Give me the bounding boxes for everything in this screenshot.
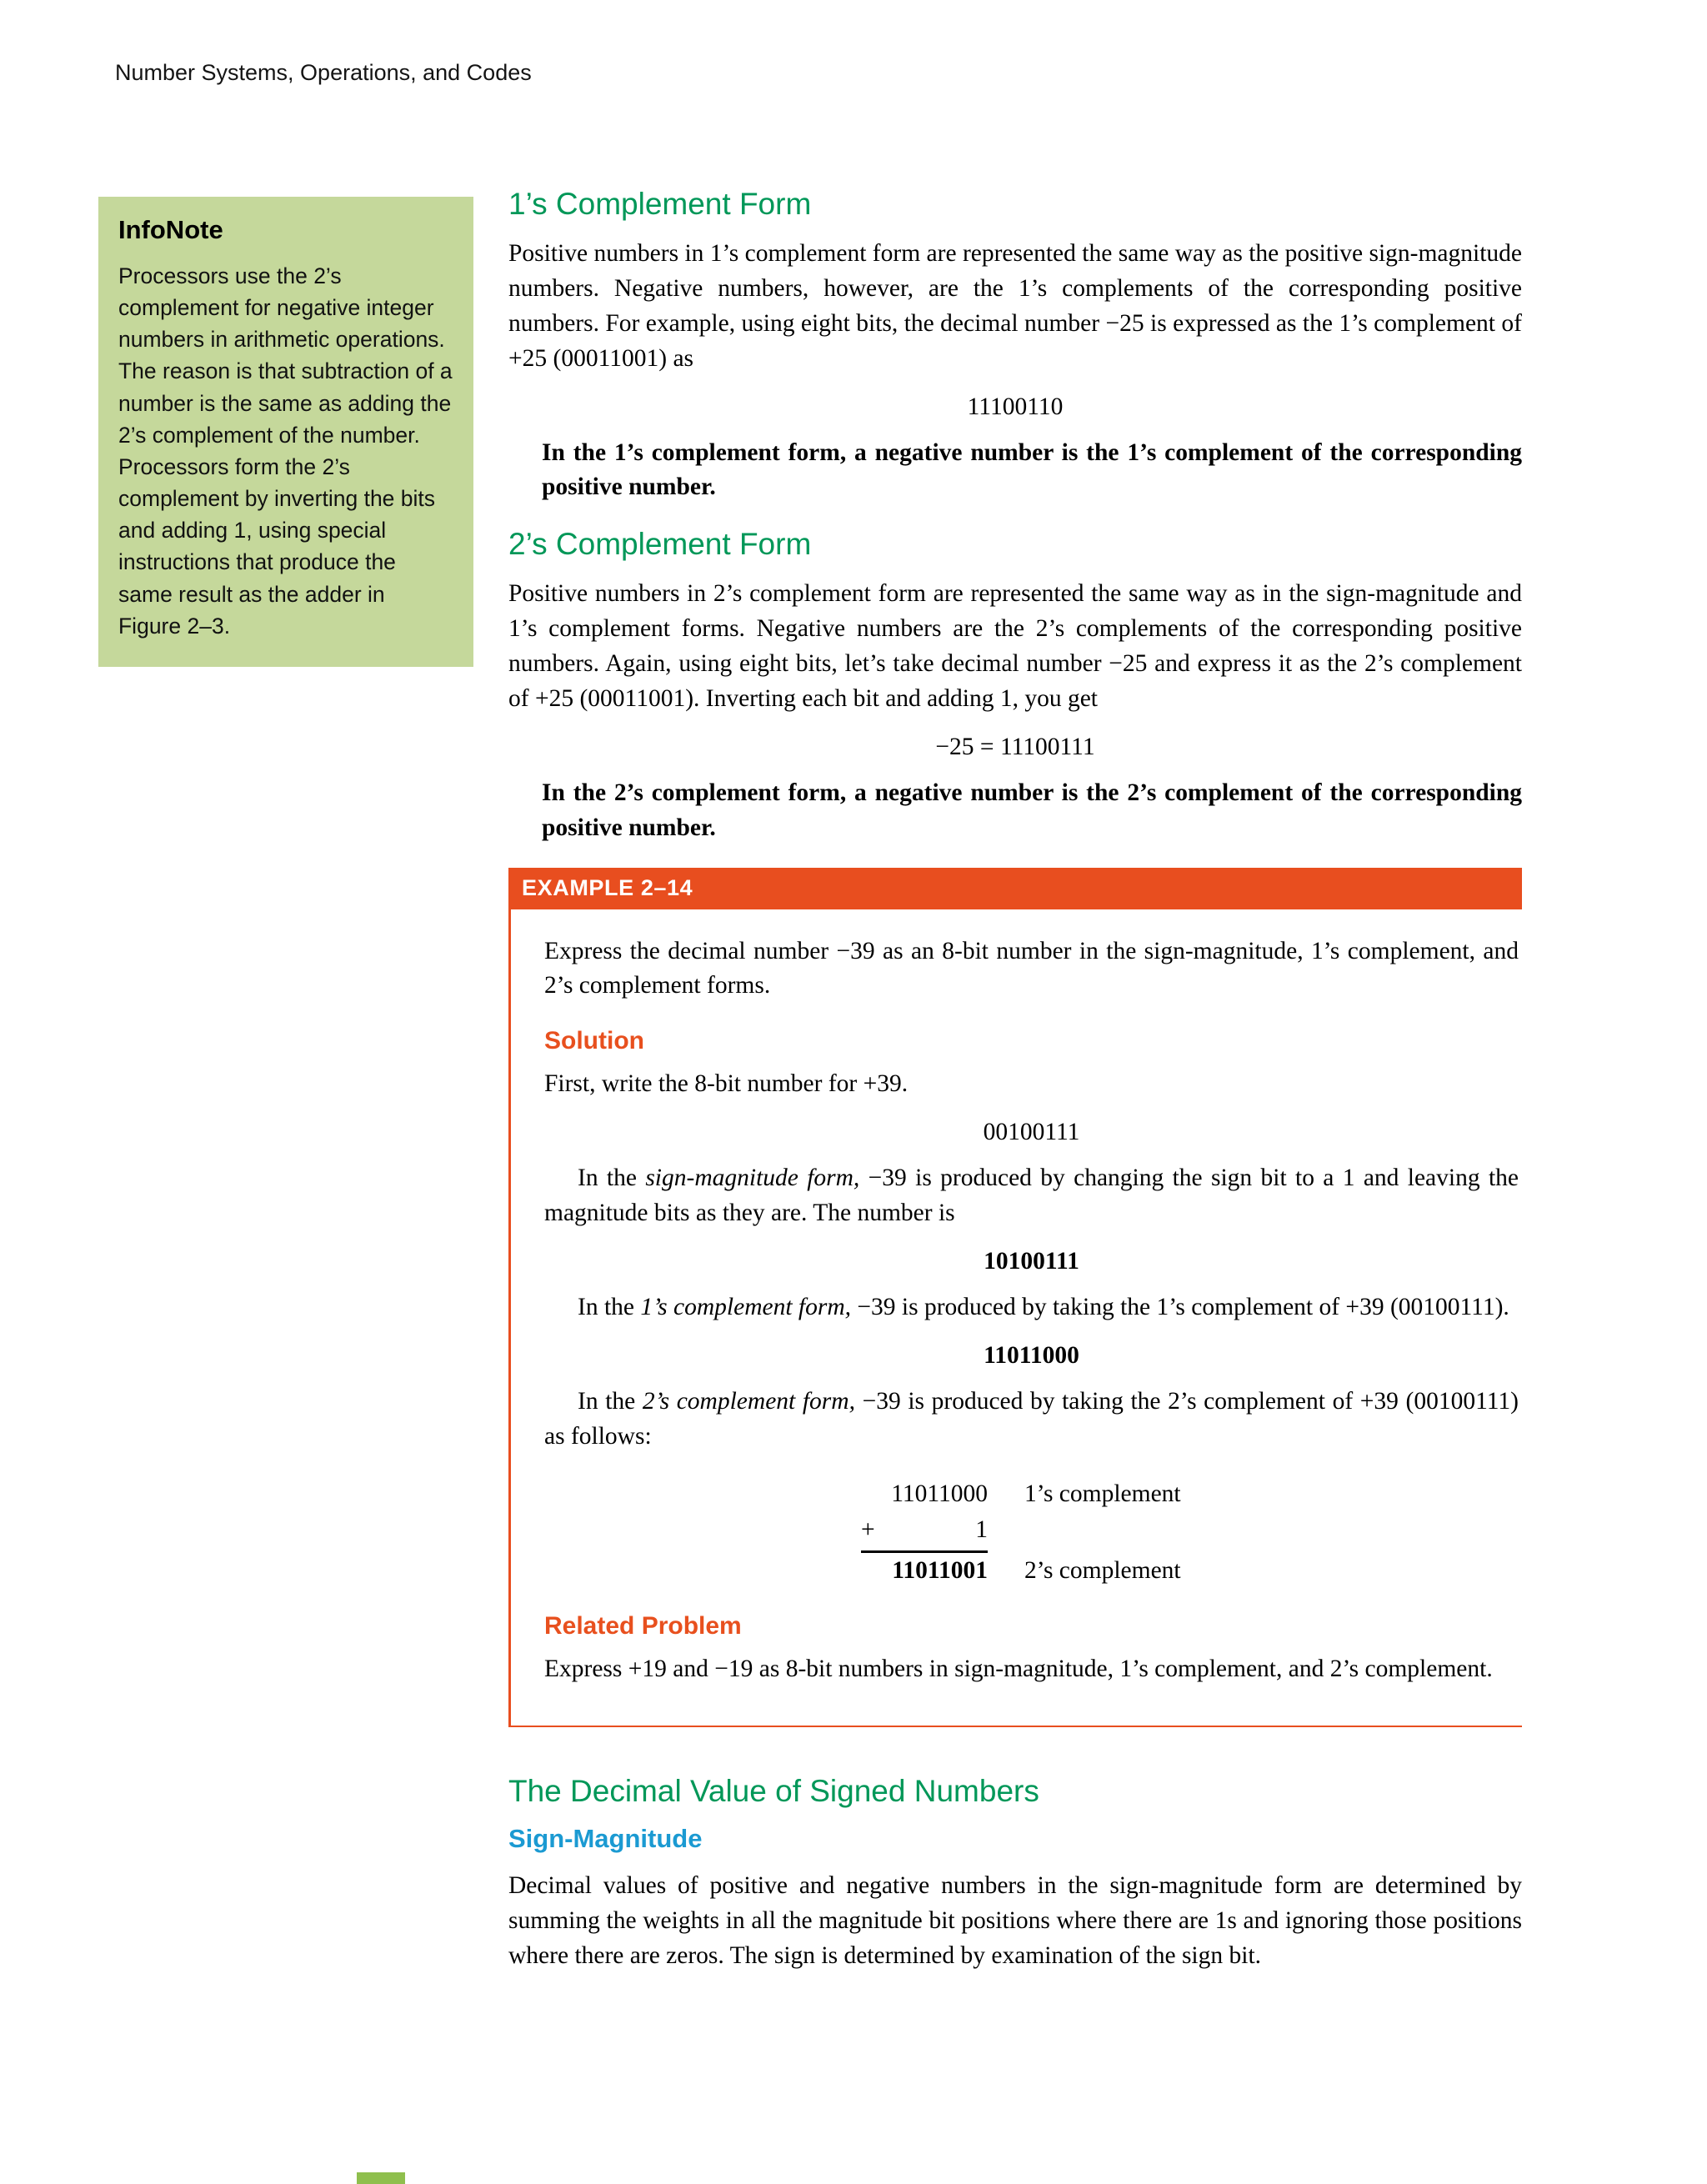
example-problem-statement: Express the decimal number −39 as an 8-bit number in the sign-magnitude, 1’s complement, and 2’s complement forms. <box>544 937 1519 999</box>
page-bottom-mark <box>357 2172 405 2184</box>
infonote-body: Processors use the 2’s complement for negative integer numbers in arithmetic operations. The reason is that subtraction of a number is the same as adding the 2’s complement of the number. Processors form the 2’s complement by inverting the bits and adding 1, using special instructions that produce the same result as the adder in Figure 2–3. <box>118 263 453 639</box>
sm-rest: −39 is produced by changing the sign bit to a 1 and leaving the magnitude bits as they are. The number is <box>544 1165 1519 1226</box>
main-column <box>508 187 1522 1979</box>
addition-addend-row <box>861 1512 1519 1553</box>
infonote-title: InfoNote <box>118 215 223 244</box>
solution-step1: First, write the 8-bit number for +39. <box>544 1070 909 1098</box>
twos-complement-paragraph: Positive numbers in 2’s complement form are represented the same way as in the sign-magnitude and 1’s complement forms. Negative numbers are the 2’s complements of the corresponding positive numbers. Again, using eight bits, let’s take decimal number −25 and express it as the 2’s complement of +25 (00011001). Inverting each bit and adding 1, you get <box>508 580 1522 712</box>
example-body <box>508 909 1522 1728</box>
addition-operand: 11011000 <box>891 1480 988 1507</box>
value-sign-magnitude: 10100111 <box>984 1247 1079 1275</box>
tc-form-name: 2’s complement form, <box>642 1387 855 1415</box>
sign-magnitude-explanation <box>544 1161 1519 1231</box>
tc-lead: In the <box>578 1387 643 1415</box>
twos-complement-explanation <box>544 1385 1519 1455</box>
running-header: Number Systems, Operations, and Codes <box>115 60 532 85</box>
section-heading-twos-complement: 2’s Complement Form <box>508 527 812 562</box>
addition-operand-label: 1’s complement <box>1024 1480 1181 1507</box>
ones-complement-value: 11100110 <box>967 393 1064 420</box>
addition-worked-example <box>861 1476 1519 1590</box>
addition-operand-row <box>861 1476 1519 1513</box>
related-problem-heading: Related Problem <box>544 1612 742 1641</box>
oc-rest: −39 is produced by taking the 1’s complement of +39 (00100111). <box>851 1293 1509 1320</box>
example-header-bar: EXAMPLE 2–14 <box>508 868 1522 909</box>
sm-lead: In the <box>578 1165 646 1192</box>
oc-lead: In the <box>578 1293 641 1320</box>
sm-form-name: sign-magnitude form, <box>645 1165 860 1192</box>
addition-addend-cell <box>861 1512 988 1553</box>
infonote-box <box>98 197 473 667</box>
twos-complement-value: −25 = 11100111 <box>935 733 1095 760</box>
ones-complement-paragraph: Positive numbers in 1’s complement form are represented the same way as the positive sign-magnitude numbers. Negative numbers, however, are the 1’s complements of the corresponding positive numbers. For example, using eight bits, the decimal number −25 is expressed as the 1’s complement of +25 (00011001) as <box>508 240 1522 372</box>
section-heading-ones-complement: 1’s Complement Form <box>508 187 812 221</box>
twos-complement-rule: In the 2’s complement form, a negative number is the 2’s complement of the corresponding positive number. <box>542 779 1522 841</box>
decimal-value-paragraph: Decimal values of positive and negative numbers in the sign-magnitude form are determined by summing the weights in all the magnitude bit positions where there are 1s and ignoring those positions where there are zeros. The sign is determined by examination of the sign bit. <box>508 1872 1522 1970</box>
section-heading-decimal-value: The Decimal Value of Signed Numbers <box>508 1774 1039 1809</box>
example-box <box>508 868 1522 1728</box>
subheading-sign-magnitude: Sign-Magnitude <box>508 1824 703 1854</box>
value-ones-complement: 11011000 <box>984 1341 1079 1369</box>
addition-addend: 1 <box>975 1516 988 1544</box>
ones-complement-explanation <box>544 1290 1519 1325</box>
related-problem-text: Express +19 and −19 as 8-bit numbers in sign-magnitude, 1’s complement, and 2’s complement. <box>544 1656 1493 1683</box>
addition-result-row <box>861 1553 1519 1590</box>
oc-form-name: 1’s complement form, <box>640 1293 852 1320</box>
value-plus39-binary: 00100111 <box>983 1119 1080 1146</box>
addition-result: 11011001 <box>892 1556 988 1584</box>
solution-heading: Solution <box>544 1027 644 1055</box>
plus-sign: + <box>861 1516 875 1544</box>
ones-complement-rule: In the 1’s complement form, a negative number is the 1’s complement of the corresponding positive number. <box>542 438 1522 501</box>
tc-rest: −39 is produced by taking the 2’s complement of +39 (00100111) as follows: <box>544 1387 1519 1450</box>
addition-result-label: 2’s complement <box>1024 1556 1181 1584</box>
